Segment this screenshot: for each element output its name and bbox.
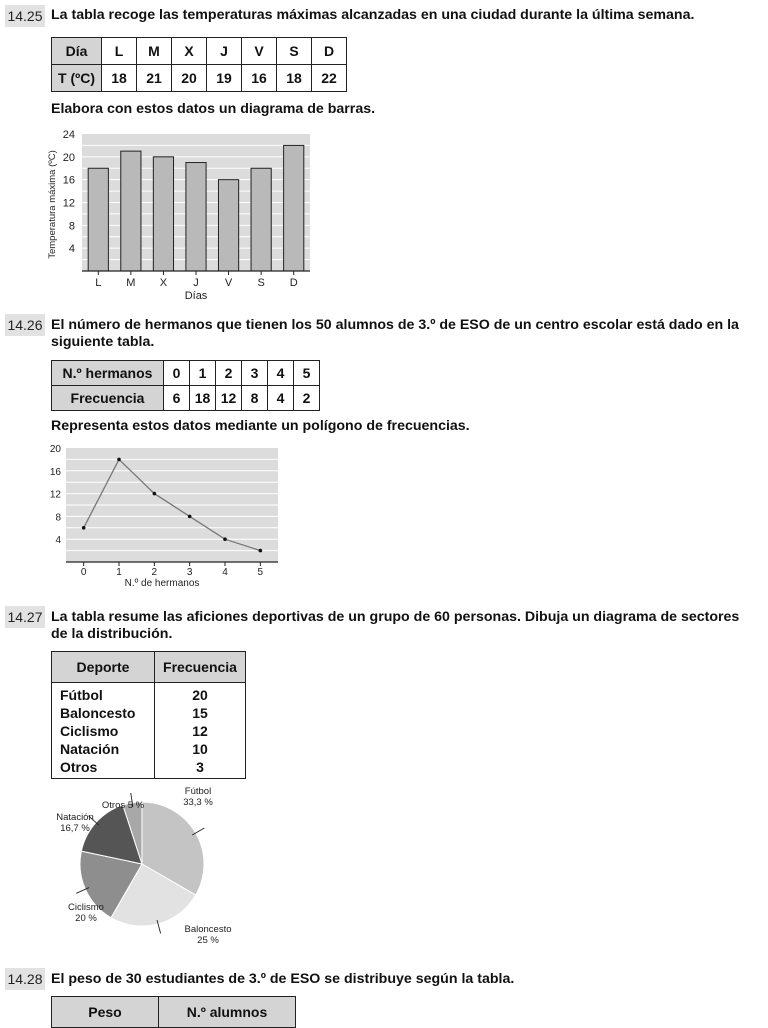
y-tick-label: 24 <box>62 129 75 141</box>
table-cell: J <box>207 38 242 65</box>
weight-table <box>51 996 296 1028</box>
x-axis-label: Días <box>184 290 208 302</box>
x-tick-label: J <box>193 277 199 289</box>
bar-S <box>251 168 271 271</box>
y-tick-label: 16 <box>49 466 61 478</box>
column-header: Peso <box>52 997 159 1028</box>
temperature-table <box>51 37 347 92</box>
table-cell: 22 <box>312 65 347 92</box>
x-tick-label: X <box>159 277 168 289</box>
slice-percent: 16,7 % <box>60 823 90 834</box>
row-label: Frecuencia <box>52 386 164 411</box>
data-point <box>117 458 121 462</box>
y-tick-label: 4 <box>55 535 61 547</box>
bar-M <box>121 151 141 271</box>
x-tick-label: D <box>289 277 298 289</box>
x-tick-label: M <box>126 277 136 289</box>
table-cell: 3 <box>155 758 246 779</box>
table-cell: 15 <box>155 704 246 722</box>
y-tick-label: 8 <box>55 512 61 524</box>
table-cell: 2 <box>216 361 242 386</box>
column-header: Frecuencia <box>155 652 246 683</box>
y-axis-label: Temperatura máxima (ºC) <box>47 150 58 259</box>
column-header: Deporte <box>52 652 155 683</box>
table-cell: L <box>102 38 137 65</box>
table-cell: X <box>172 38 207 65</box>
slice-percent: 25 % <box>197 935 219 946</box>
exercise-number: 14.25 <box>5 5 45 27</box>
table-cell: Natación <box>52 740 155 758</box>
row-label: T (ºC) <box>52 65 102 92</box>
table-cell: 4 <box>268 361 294 386</box>
table-cell: 3 <box>242 361 268 386</box>
x-tick-label: L <box>95 277 102 289</box>
frequency-polygon-chart <box>42 440 282 588</box>
slice-percent: 33,3 % <box>183 797 213 808</box>
exercise-statement: La tabla recoge las temperaturas máximas alcanzadas en una ciudad durante la última semana. <box>51 7 695 23</box>
table-cell: Ciclismo <box>52 722 155 740</box>
table-cell: 5 <box>294 361 320 386</box>
x-axis-label: N.º de hermanos <box>124 578 200 588</box>
table-cell: 10 <box>155 740 246 758</box>
table-cell: 20 <box>155 683 246 705</box>
column-header: N.º alumnos <box>159 997 296 1028</box>
x-tick-label: S <box>257 277 265 289</box>
y-tick-label: 12 <box>62 197 75 210</box>
exercise-statement: El peso de 30 estudiantes de 3.º de ESO se distribuye según la tabla. <box>51 971 515 987</box>
slice-label: Fútbol <box>184 786 212 797</box>
slice-label: Natación <box>56 812 94 823</box>
y-tick-label: 20 <box>62 151 75 164</box>
slice-percent: 20 % <box>75 913 97 924</box>
table-cell: V <box>242 38 277 65</box>
y-tick-label: 20 <box>49 444 61 455</box>
bar-V <box>218 180 238 271</box>
table-cell: S <box>277 38 312 65</box>
table-cell: 1 <box>190 361 216 386</box>
bar-L <box>88 168 108 271</box>
exercise-number: 14.27 <box>5 606 45 628</box>
x-tick-label: 3 <box>186 567 193 578</box>
slice-label: Ciclismo <box>68 902 104 913</box>
y-tick-label: 12 <box>49 489 61 501</box>
table-cell: Otros <box>52 758 155 779</box>
table-cell: 2 <box>294 386 320 411</box>
table-cell: Baloncesto <box>52 704 155 722</box>
slice-label: Baloncesto <box>184 924 232 935</box>
exercise-number: 14.26 <box>5 314 45 336</box>
x-tick-label: 1 <box>116 567 122 578</box>
row-label: Día <box>52 38 102 65</box>
exercise-number: 14.28 <box>5 968 45 990</box>
y-tick-label: 8 <box>68 220 75 233</box>
sports-table <box>51 651 246 779</box>
data-point <box>188 515 192 519</box>
bar-D <box>284 145 304 271</box>
table-cell: 21 <box>137 65 172 92</box>
table-cell: 0 <box>164 361 190 386</box>
x-tick-label: 0 <box>80 567 87 578</box>
pie-chart <box>30 780 270 952</box>
y-tick-label: 16 <box>62 174 75 187</box>
table-cell: D <box>312 38 347 65</box>
table-cell: 18 <box>277 65 312 92</box>
bar-X <box>153 157 173 271</box>
siblings-table <box>51 360 320 411</box>
exercise-statement: El número de hermanos que tienen los 50 alumnos de 3.º de ESO de un centro escolar está dado en la siguiente tabla. <box>51 317 739 350</box>
exercise-instruction: Representa estos datos mediante un polígono de frecuencias. <box>51 418 470 434</box>
bar-J <box>186 163 206 271</box>
x-tick-label: V <box>224 277 233 289</box>
x-tick-label: 4 <box>222 567 228 578</box>
y-tick-label: 4 <box>68 243 75 256</box>
table-cell: 19 <box>207 65 242 92</box>
slice-label: Otros 5 % <box>101 800 145 811</box>
data-point <box>153 492 157 496</box>
exercise-instruction: Elabora con estos datos un diagrama de barras. <box>51 101 376 117</box>
table-cell: M <box>137 38 172 65</box>
table-cell: 6 <box>164 386 190 411</box>
bar-chart <box>42 124 322 306</box>
table-cell: 4 <box>268 386 294 411</box>
table-cell: 18 <box>102 65 137 92</box>
table-cell: 12 <box>155 722 246 740</box>
data-point <box>259 549 263 553</box>
x-tick-label: 5 <box>257 567 264 578</box>
table-cell: 12 <box>216 386 242 411</box>
x-tick-label: 2 <box>151 567 158 578</box>
data-point <box>223 537 227 541</box>
table-cell: 18 <box>190 386 216 411</box>
exercise-statement: La tabla resume las aficiones deportivas de un grupo de 60 personas. Dibuja un diagrama de sectores de la distribución. <box>51 609 740 642</box>
table-cell: Fútbol <box>52 683 155 705</box>
row-label: N.º hermanos <box>52 361 164 386</box>
data-point <box>82 526 86 530</box>
table-cell: 16 <box>242 65 277 92</box>
table-cell: 20 <box>172 65 207 92</box>
table-cell: 8 <box>242 386 268 411</box>
